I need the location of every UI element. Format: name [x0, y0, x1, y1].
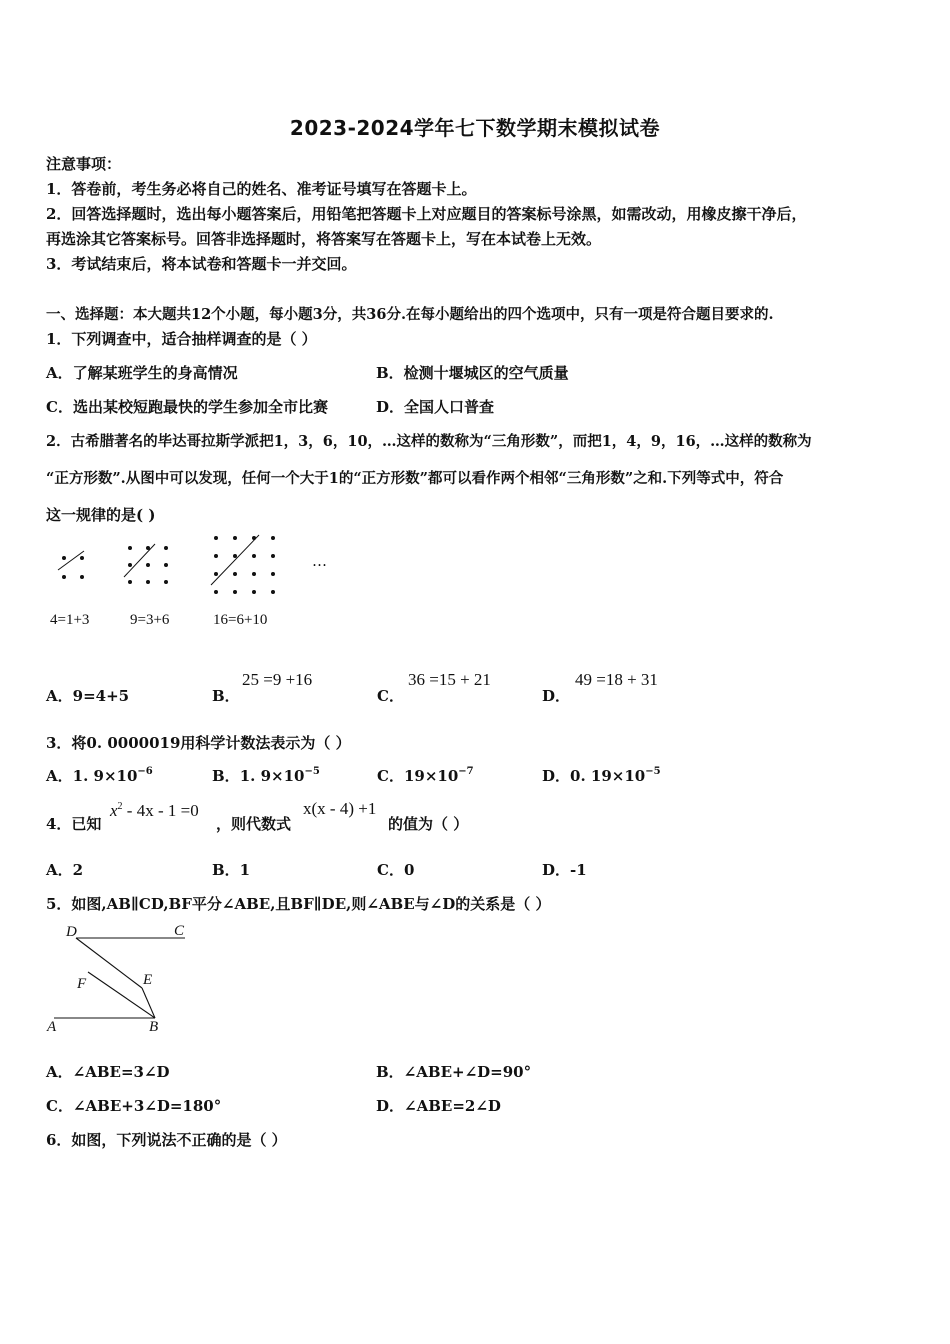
option-value: 1. 9×10: [239, 767, 305, 785]
parallel-lines-figure: [40, 918, 200, 1040]
question-4-suffix: 的值为（ ）: [388, 815, 469, 833]
notice-item: 2．回答选择题时，选出每小题答案后，用铅笔把答题卡上对应题目的答案标号涂黑，如需改动，用橡皮擦干净后，: [46, 205, 807, 223]
question-1-option-b: B．检测十堰城区的空气质量: [376, 364, 569, 382]
notice-item: 1．答卷前，考生务必将自己的姓名、准考证号填写在答题卡上。: [46, 180, 477, 198]
option-value: 19×10: [403, 767, 459, 785]
question-3-stem: 3．将0. 0000019用科学计数法表示为（ ）: [46, 734, 351, 752]
question-4-equation: [110, 801, 199, 821]
question-4-option-c: C．0: [377, 861, 415, 879]
question-5-option-a: A．∠ABE=3∠D: [46, 1063, 170, 1081]
question-5-option-d: D．∠ABE=2∠D: [376, 1097, 501, 1115]
question-4-option-a: A．2: [46, 861, 84, 879]
question-4-option-b: B．1: [212, 861, 251, 879]
question-2-stem: 这一规律的是( ): [46, 506, 156, 524]
question-1-stem: 1．下列调查中，适合抽样调查的是（ ）: [46, 330, 317, 348]
point-label-f: F: [77, 976, 87, 992]
triangle-square-numbers-figure: [46, 530, 366, 610]
section-heading: 一、选择题：本大题共12个小题，每小题3分，共36分.在每小题给出的四个选项中，只有一项是符合题目要求的.: [46, 306, 774, 323]
option-label: B．: [212, 767, 240, 785]
point-label-e: E: [143, 972, 153, 988]
question-2-stem: 2．古希腊著名的毕达哥拉斯学派把1，3，6，10，…这样的数称为“三角形数”，而把1，4，9，16，…这样的数称为: [46, 433, 812, 450]
question-2-option-c: 36 =15 + 21: [408, 670, 491, 689]
point-label-d: D: [66, 924, 77, 940]
notice-item: 3．考试结束后，将本试卷和答题卡一并交回。: [46, 255, 357, 273]
option-label: C．: [377, 767, 404, 785]
option-label: A．: [46, 687, 73, 705]
question-2-option-a: [46, 685, 129, 706]
exponent: −6: [137, 766, 153, 777]
question-2-option-c-label: C．: [377, 687, 404, 705]
figure-caption: 9=3+6: [130, 612, 170, 628]
exponent: −5: [304, 766, 320, 777]
option-value: 1. 9×10: [72, 767, 138, 785]
exponent: −7: [458, 766, 474, 777]
question-4-prefix: 4．已知: [46, 815, 102, 833]
question-3-option-d: [542, 765, 661, 786]
question-2-stem: “正方形数”.从图中可以发现，任何一个大于1的“正方形数”都可以看作两个相邻“三角形数”之和.下列等式中，符合: [46, 470, 784, 487]
question-1-option-c: C．选出某校短跑最快的学生参加全市比赛: [46, 398, 328, 416]
question-4-expression: x(x - 4) +1: [303, 799, 377, 818]
variable: x: [110, 801, 118, 820]
exponent: −5: [645, 766, 661, 777]
question-3-option-a: [46, 765, 153, 786]
question-2-option-d: 49 =18 + 31: [575, 670, 658, 689]
exponent: 2: [117, 801, 123, 812]
question-1-option-d: D．全国人口普查: [376, 398, 495, 416]
question-2-option-b-label: B．: [212, 687, 240, 705]
question-4-option-d: D．-1: [542, 861, 587, 879]
equation-rest: - 4x - 1 =0: [122, 801, 199, 820]
notice-item: 再选涂其它答案标号。回答非选择题时，将答案写在答题卡上，写在本试卷上无效。: [46, 230, 602, 248]
question-4-middle: ，则代数式: [216, 815, 292, 833]
ellipsis: …: [312, 552, 327, 570]
question-6-stem: 6．如图，下列说法不正确的是（ ）: [46, 1131, 287, 1149]
question-5-option-b: B．∠ABE+∠D=90°: [376, 1063, 532, 1081]
figure-caption: 4=1+3: [50, 612, 90, 628]
question-2-option-d-label: D．: [542, 687, 571, 705]
point-label-a: A: [47, 1019, 57, 1035]
question-2-option-b: 25 =9 +16: [242, 670, 313, 689]
question-1-option-a: A．了解某班学生的身高情况: [46, 364, 238, 382]
page-title: 2023-2024学年七下数学期末模拟试卷: [289, 116, 661, 140]
question-3-option-c: [377, 765, 474, 786]
option-value: 0. 19×10: [570, 767, 646, 785]
option-value: 9=4+5: [72, 687, 130, 705]
question-5-stem: 5．如图,AB∥CD,BF平分∠ABE,且BF∥DE,则∠ABE与∠D的关系是（ ）: [46, 895, 551, 913]
dot-diagram: [46, 530, 366, 610]
option-label: D．: [542, 767, 571, 785]
option-label: A．: [46, 767, 73, 785]
question-3-option-b: [212, 765, 320, 786]
question-5-option-c: C．∠ABE+3∠D=180°: [46, 1097, 222, 1115]
figure-caption: 16=6+10: [213, 612, 268, 628]
notice-heading: 注意事项：: [46, 155, 122, 173]
point-label-c: C: [174, 923, 185, 939]
point-label-b: B: [149, 1019, 159, 1035]
